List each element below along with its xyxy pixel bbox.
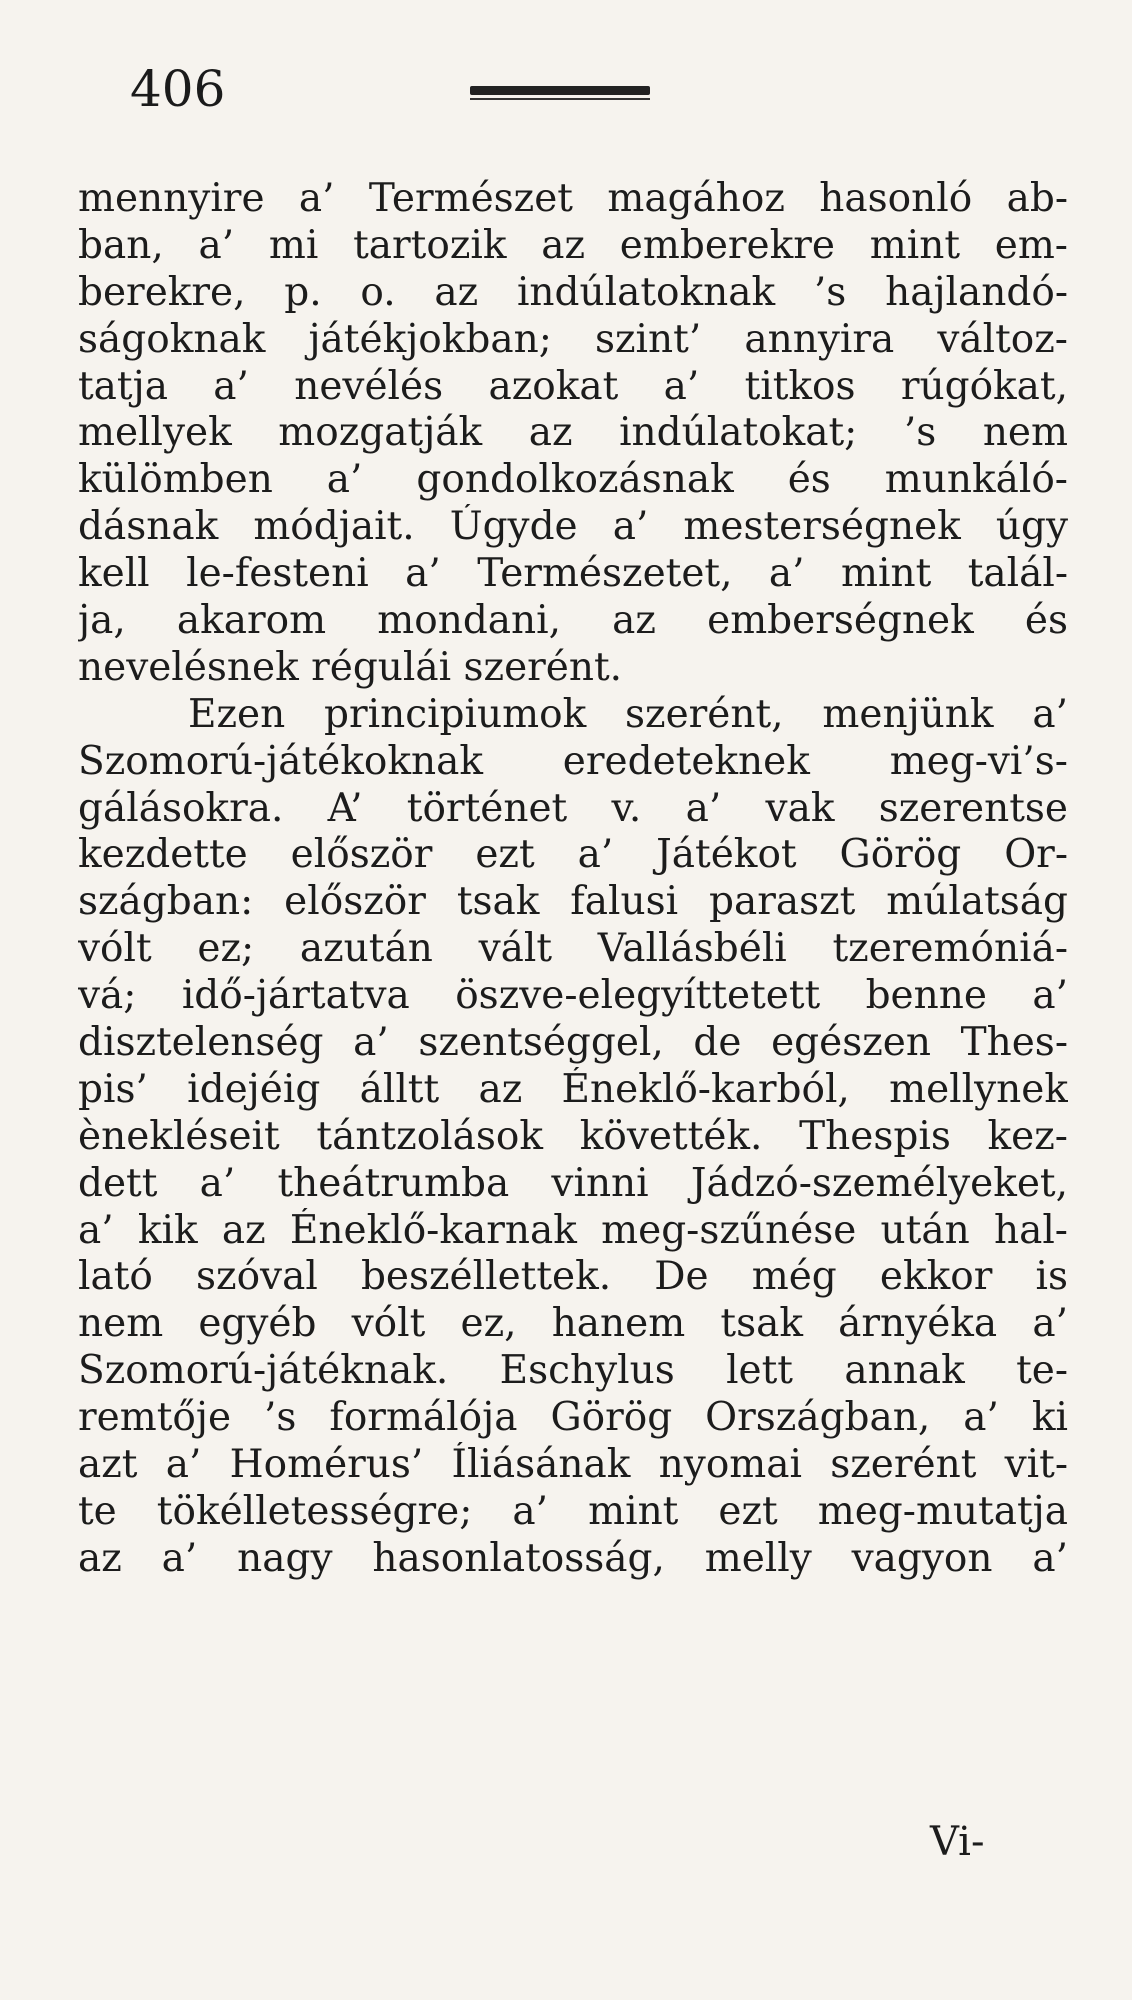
text-line: remtője ’s formálója Görög Országban, a’ ki	[78, 1395, 1068, 1441]
text-line: gálásokra. A’ történet v. a’ vak szerentse	[78, 785, 1068, 831]
text-line: az a’ nagy hasonlatosság, melly vagyon a’	[78, 1535, 1068, 1581]
text-line: tatja a’ nevélés azokat a’ titkos rúgókat,	[78, 363, 1068, 409]
text-line: berekre, p. o. az indúlatoknak ’s hajlandó-	[78, 269, 1068, 315]
page-header	[130, 56, 1030, 136]
text-line: kezdette először ezt a’ Játékot Görög Or-	[78, 832, 1068, 878]
header-rule-thin	[470, 98, 650, 100]
body-text	[78, 176, 1068, 1583]
text-line: nem egyéb vólt ez, hanem tsak árnyéka a’	[78, 1301, 1068, 1347]
text-line: Ezen principiumok szerént, menjünk a’	[188, 691, 1068, 737]
text-line: ènekléseit tántzolások követték. Thespis kez-	[78, 1113, 1068, 1159]
text-line: külömben a’ gondolkozásnak és munkáló-	[78, 457, 1068, 503]
text-line: Szomorú-játékoknak eredeteknek meg-vi’s-	[78, 738, 1068, 784]
text-line: azt a’ Homérus’ Íliásának nyomai szerént vit-	[78, 1442, 1068, 1488]
text-line: ságoknak játékjokban; szint’ annyira változ-	[78, 316, 1068, 362]
text-line: mellyek mozgatják az indúlatokat; ’s nem	[78, 410, 1068, 456]
text-line: mennyire a’ Természet magához hasonló ab-	[78, 176, 1068, 221]
text-line: ban, a’ mi tartozik az emberekre mint em-	[78, 222, 1068, 268]
text-line: vólt ez; azután vált Vallásbéli tzeremóniá-	[78, 926, 1068, 972]
text-line: ja, akarom mondani, az emberségnek és	[78, 598, 1068, 644]
page-number: 406	[130, 60, 226, 118]
text-line: a’ kik az Éneklő-karnak meg-szűnése után hal-	[78, 1207, 1068, 1253]
text-line: te tökélletességre; a’ mint ezt meg-mutatja	[78, 1488, 1068, 1534]
text-line: szágban: először tsak falusi paraszt múlatság	[78, 879, 1068, 925]
text-line: kell le-festeni a’ Természetet, a’ mint talál-	[78, 551, 1068, 597]
text-line: dett a’ theátrumba vinni Jádzó-személyeket,	[78, 1160, 1068, 1206]
catchword: Vi-	[930, 1819, 985, 1865]
text-line: lató szóval beszéllettek. De még ekkor is	[78, 1254, 1068, 1300]
text-line: pis’ idejéig álltt az Éneklő-karból, mellynek	[78, 1066, 1068, 1112]
text-line: dásnak módjait. Úgyde a’ mesterségnek úgy	[78, 504, 1068, 550]
header-rule	[470, 86, 650, 95]
text-line: Szomorú-játéknak. Eschylus lett annak te-	[78, 1348, 1068, 1394]
text-line: vá; idő-jártatva öszve-elegyíttetett benne a’	[78, 973, 1068, 1019]
text-line: disztelenség a’ szentséggel, de egészen Thes-	[78, 1020, 1068, 1066]
text-line: nevelésnek régulái szerént.	[78, 644, 623, 690]
